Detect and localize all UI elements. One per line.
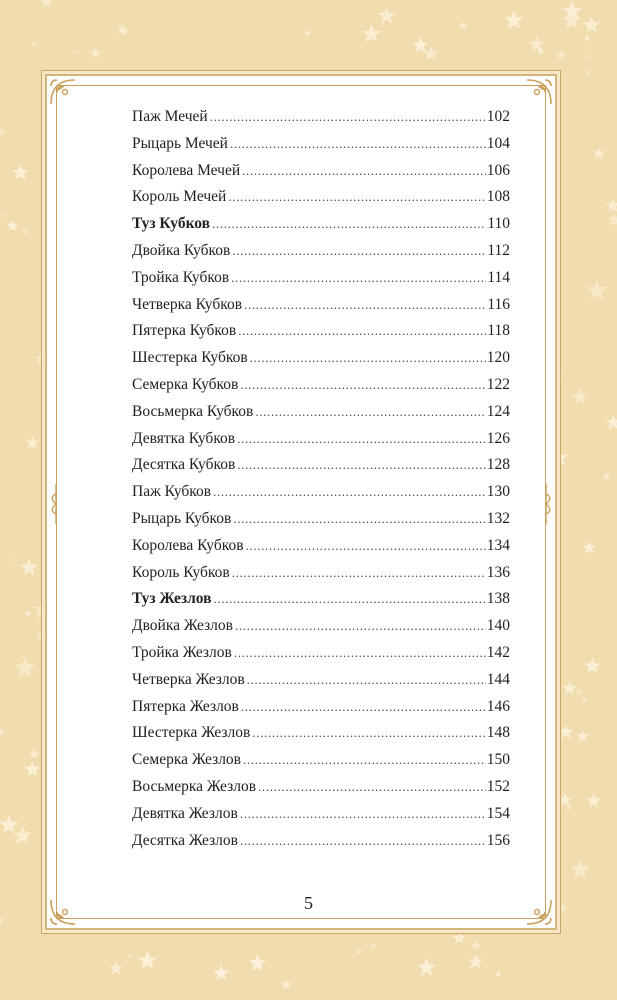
toc-entry[interactable]: [132, 131, 510, 158]
star-icon: [354, 946, 363, 955]
toc-entry-page: 124: [486, 402, 510, 420]
star-icon: [213, 965, 229, 981]
toc-entry-page: 106: [486, 161, 510, 179]
toc-entry[interactable]: [132, 586, 510, 613]
toc-entry-page: 140: [486, 617, 510, 635]
toc-entry[interactable]: [132, 828, 510, 855]
toc-leader-dots: [228, 184, 485, 211]
toc-entry[interactable]: [132, 720, 510, 747]
toc-entry-page: 136: [486, 563, 510, 581]
star-icon: [29, 749, 39, 759]
star-icon: [562, 10, 581, 28]
star-icon: [459, 21, 468, 30]
star-icon: [0, 727, 6, 737]
star-icon: [606, 198, 617, 212]
star-icon: [470, 939, 482, 951]
toc-entry[interactable]: [132, 345, 510, 372]
star-icon: [570, 859, 590, 878]
toc-entry-title: Четверка Кубков: [132, 295, 243, 313]
toc-leader-dots: [238, 318, 486, 345]
toc-entry[interactable]: [132, 747, 510, 774]
page-number-text: 5: [304, 893, 313, 913]
star-icon: [24, 761, 40, 776]
star-icon: [581, 696, 588, 702]
star-icon: [572, 388, 588, 403]
toc-entry[interactable]: [132, 801, 510, 828]
toc-entry[interactable]: [132, 292, 510, 319]
toc-entry[interactable]: [132, 372, 510, 399]
star-icon: [31, 42, 36, 47]
toc-entry-title: Тройка Жезлов: [132, 643, 232, 661]
star-icon: [587, 54, 592, 59]
toc-entry[interactable]: [132, 533, 510, 560]
toc-entry-page: 116: [487, 295, 510, 313]
star-icon: [586, 280, 607, 300]
toc-entry[interactable]: [132, 452, 510, 479]
toc-entry-title: Пятерка Кубков: [132, 322, 237, 340]
toc-entry[interactable]: [132, 265, 510, 292]
page-number: [0, 893, 617, 914]
toc-entry[interactable]: [132, 211, 510, 238]
toc-leader-dots: [237, 426, 486, 453]
toc-entry-page: 126: [486, 429, 510, 447]
toc-entry-page: 150: [486, 751, 510, 769]
toc-entry-title: Паж Кубков: [132, 483, 212, 501]
star-icon: [423, 46, 439, 61]
toc-entry[interactable]: [132, 694, 510, 721]
star-icon: [556, 50, 566, 60]
toc-entry-title: Двойка Кубков: [132, 241, 231, 259]
toc-entry-title: Пятерка Жезлов: [132, 697, 239, 715]
toc-entry[interactable]: [132, 426, 510, 453]
star-icon: [370, 942, 377, 949]
toc-entry-page: 144: [486, 670, 510, 688]
toc-entry[interactable]: [132, 667, 510, 694]
toc-leader-dots: [241, 694, 486, 721]
star-icon: [585, 69, 592, 76]
side-ornament-icon: [49, 484, 63, 524]
star-icon: [528, 36, 545, 52]
toc-entry-title: Двойка Жезлов: [132, 617, 233, 635]
star-icon: [12, 164, 29, 180]
star-icon: [602, 472, 611, 480]
toc-entry-page: 152: [486, 777, 510, 795]
toc-entry[interactable]: [132, 506, 510, 533]
toc-entry[interactable]: [132, 104, 510, 131]
toc-entry-page: 114: [487, 268, 510, 286]
star-icon: [128, 954, 134, 959]
star-icon: [116, 24, 128, 35]
toc-leader-dots: [235, 613, 486, 640]
toc-entry-page: 128: [486, 456, 510, 474]
toc-entry-title: Туз Кубков: [132, 215, 211, 233]
toc-entry-title: Десятка Кубков: [132, 456, 236, 474]
toc-entry-title: Король Мечей: [132, 188, 227, 206]
toc-entry-title: Семерка Кубков: [132, 375, 239, 393]
star-icon: [584, 658, 600, 674]
toc-entry-page: 112: [487, 241, 510, 259]
toc-leader-dots: [243, 747, 486, 774]
star-icon: [582, 541, 596, 554]
toc-entry-title: Девятка Кубков: [132, 429, 236, 447]
star-icon: [249, 954, 267, 971]
star-icon: [495, 971, 501, 977]
star-icon: [76, 50, 80, 54]
star-icon: [15, 657, 36, 677]
toc-entry-page: 156: [486, 831, 510, 849]
table-of-contents: [132, 104, 510, 854]
star-icon: [586, 793, 601, 807]
toc-leader-dots: [214, 586, 486, 613]
star-icon: [24, 609, 32, 616]
toc-entry-page: 146: [486, 697, 510, 715]
star-icon: [558, 724, 573, 738]
toc-leader-dots: [255, 399, 485, 426]
star-icon: [558, 793, 573, 807]
star-icon: [378, 7, 396, 24]
toc-leader-dots: [258, 774, 486, 801]
star-icon: [40, 0, 54, 8]
toc-entry-title: Восьмерка Кубков: [132, 402, 254, 420]
toc-leader-dots: [233, 506, 485, 533]
star-icon: [566, 804, 572, 810]
star-icon: [7, 558, 11, 562]
star-icon: [584, 35, 590, 41]
toc-entry-title: Девятка Жезлов: [132, 804, 238, 822]
toc-entry-page: 118: [487, 322, 510, 340]
star-icon: [583, 16, 600, 32]
toc-entry[interactable]: [132, 184, 510, 211]
star-icon: [26, 436, 40, 449]
star-icon: [453, 931, 467, 944]
toc-entry[interactable]: [132, 399, 510, 426]
star-icon: [3, 213, 8, 217]
toc-entry-title: Десятка Жезлов: [132, 831, 238, 849]
star-icon: [606, 415, 617, 430]
star-icon: [593, 147, 606, 159]
toc-entry[interactable]: [132, 238, 510, 265]
star-icon: [21, 559, 38, 575]
toc-entry-title: Туз Жезлов: [132, 590, 212, 608]
toc-entry[interactable]: [132, 318, 510, 345]
toc-entry-page: 142: [486, 643, 510, 661]
star-icon: [90, 47, 102, 58]
star-icon: [23, 228, 30, 235]
star-icon: [562, 681, 577, 695]
toc-entry-page: 134: [486, 536, 510, 554]
toc-entry-page: 120: [486, 349, 510, 367]
toc-leader-dots: [246, 533, 486, 560]
toc-entry[interactable]: [132, 158, 510, 185]
toc-entry-title: Королева Кубков: [132, 536, 244, 554]
toc-leader-dots: [230, 131, 486, 158]
star-icon: [109, 962, 123, 975]
star-icon: [362, 24, 381, 42]
toc-entry[interactable]: [132, 560, 510, 587]
toc-leader-dots: [212, 211, 486, 238]
side-ornament-icon: [539, 484, 553, 524]
toc-leader-dots: [240, 372, 485, 399]
star-icon: [576, 688, 582, 694]
toc-leader-dots: [232, 238, 486, 265]
toc-entry-title: Тройка Кубков: [132, 268, 230, 286]
toc-leader-dots: [244, 292, 486, 319]
toc-entry-title: Королева Мечей: [132, 161, 241, 179]
star-icon: [413, 37, 429, 52]
toc-entry-page: 108: [486, 188, 510, 206]
toc-leader-dots: [237, 452, 485, 479]
star-icon: [417, 958, 436, 976]
toc-entry[interactable]: [132, 640, 510, 667]
toc-entry-title: Четверка Жезлов: [132, 670, 245, 688]
toc-entry-title: Семерка Жезлов: [132, 751, 241, 769]
toc-leader-dots: [210, 104, 486, 131]
toc-entry-title: Паж Мечей: [132, 108, 208, 125]
toc-leader-dots: [250, 345, 486, 372]
star-icon: [576, 730, 589, 743]
toc-entry-page: 130: [486, 483, 510, 501]
toc-entry-page: 104: [486, 134, 510, 152]
star-icon: [281, 979, 292, 990]
star-icon: [0, 916, 4, 924]
corner-ornament-icon: [525, 78, 553, 106]
toc-entry[interactable]: [132, 774, 510, 801]
star-icon: [138, 950, 158, 969]
toc-entry-title: Шестерка Кубков: [132, 349, 248, 367]
toc-leader-dots: [242, 158, 486, 185]
toc-entry[interactable]: [132, 479, 510, 506]
corner-ornament-icon: [49, 78, 77, 106]
toc-entry-page: 110: [487, 215, 510, 233]
star-icon: [7, 220, 19, 231]
toc-entry-page: 132: [486, 509, 510, 527]
star-icon: [504, 10, 523, 29]
toc-leader-dots: [252, 720, 485, 747]
toc-leader-dots: [213, 479, 486, 506]
toc-entry-page: 154: [486, 804, 510, 822]
toc-entry-page: 138: [486, 590, 510, 608]
star-icon: [305, 30, 311, 36]
toc-leader-dots: [240, 801, 486, 828]
toc-entry-title: Король Кубков: [132, 563, 230, 581]
star-icon: [607, 212, 617, 226]
toc-entry-page: 148: [486, 724, 510, 742]
star-icon: [0, 126, 6, 136]
star-icon: [468, 954, 484, 969]
toc-leader-dots: [240, 828, 486, 855]
toc-entry-title: Рыцарь Мечей: [132, 134, 228, 152]
toc-entry-page: 122: [486, 375, 510, 393]
toc-entry-title: Рыцарь Кубков: [132, 509, 232, 527]
toc-leader-dots: [231, 265, 486, 292]
toc-entry-title: Шестерка Жезлов: [132, 724, 251, 742]
toc-entry-title: Восьмерка Жезлов: [132, 777, 257, 795]
toc-entry-page: 102: [486, 108, 510, 125]
toc-entry[interactable]: [132, 613, 510, 640]
toc-leader-dots: [247, 667, 486, 694]
toc-leader-dots: [232, 560, 486, 587]
star-icon: [0, 815, 18, 833]
toc-leader-dots: [234, 640, 486, 667]
